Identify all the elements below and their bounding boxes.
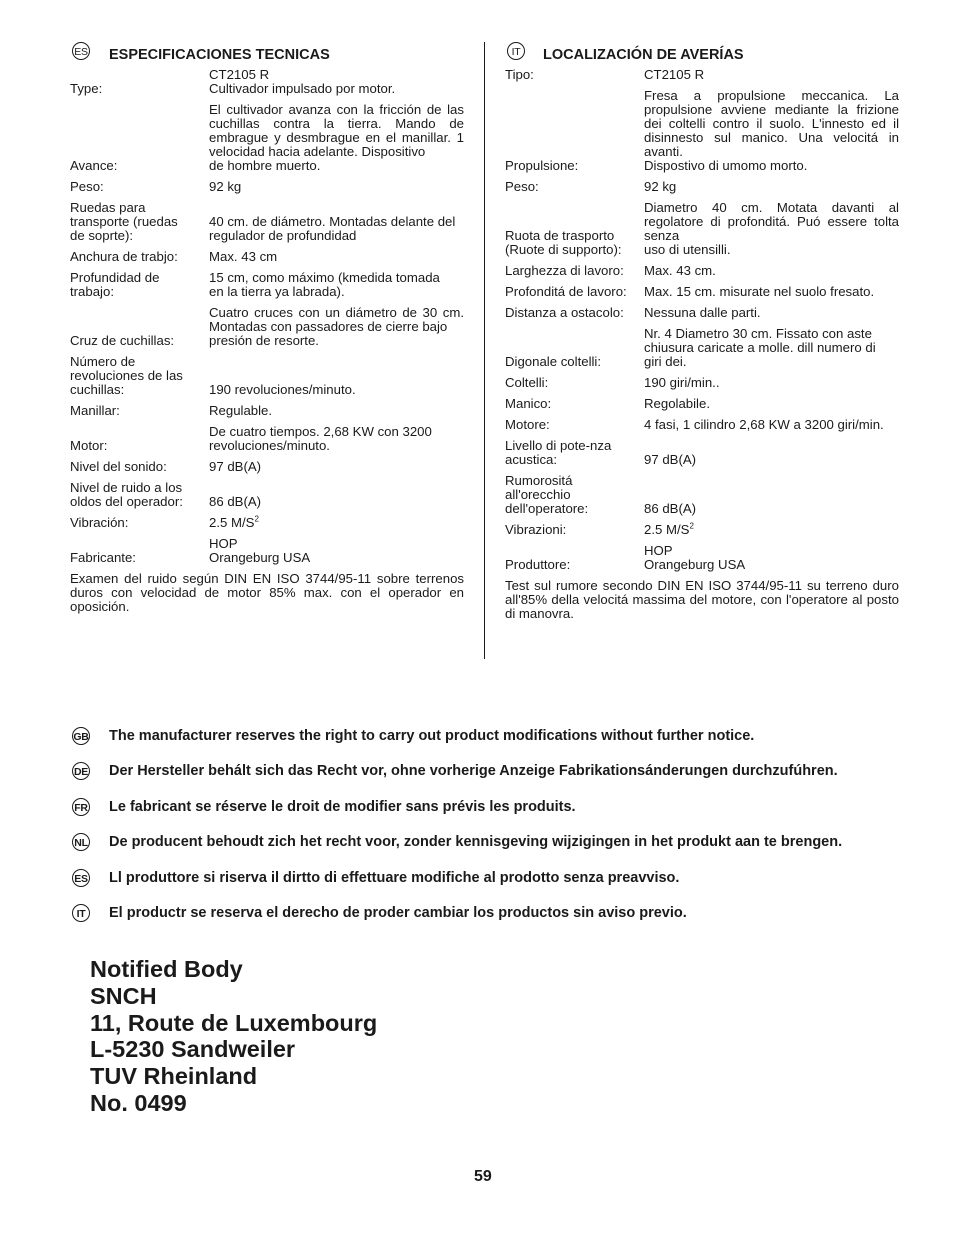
spec-row [505,537,899,572]
spec-label [70,453,209,474]
spec-value-text: Dispostivo di umomo morto. [644,158,808,173]
spec-value-text: Nr. 4 Diametro 30 cm. Fissato con aste [644,326,872,341]
spec-label-line: Ruota de trasporto [505,228,615,243]
spec-value [209,194,464,243]
spec-label-line: Type: [70,81,103,96]
spec-value [209,66,464,96]
spec-value [644,320,899,369]
section-header-es [70,42,464,66]
spec-label [70,530,209,565]
spec-value [209,348,464,397]
spec-label-line: all'orecchio [505,487,571,502]
language-code-badge: ES [72,869,90,887]
noise-test-note: Examen del ruido según DIN EN ISO 3744/95-11 sobre terrenos duros con velocidad de motor 85% max. con el operador en oposición. [70,571,464,614]
spec-label [505,369,644,390]
spec-value-line [209,495,464,509]
spec-label-line: Larghezza di lavoro: [505,263,624,278]
spec-value-line [644,243,899,257]
spec-label-line: Rumorositá [505,473,573,488]
spec-value [209,397,464,418]
spec-value [644,82,899,173]
spec-value [209,509,464,530]
spec-label-line: Coltelli: [505,375,549,390]
spec-label-line: Tipo: [505,67,534,82]
spec-row [505,257,899,278]
spec-label-line: cuchillas: [70,382,125,397]
spec-value-text: Max. 43 cm [209,249,278,264]
spec-label [505,173,644,194]
spec-value [644,257,899,278]
spec-label-line: Avance: [70,158,118,173]
spec-label-line: Cruz de cuchillas: [70,333,175,348]
notice-text: De producent behoudt zich het recht voor, zonder kennisgeving wijzigingen in het produkt aan te brengen. [109,834,843,850]
notified-body-block [90,956,377,1117]
notice-text: Ll produttore si riserva il dirtto di effettuare modifiche al prodotto senza preavviso. [109,870,680,886]
spec-label-line: oldos del operador: [70,494,183,509]
spec-value-line [644,180,899,194]
spec-label-line: acustica: [505,452,558,467]
notified-body-line: 11, Route de Luxembourg [90,1009,378,1036]
spec-value-line [209,404,464,418]
spec-row [70,348,464,397]
noise-test-note: Test sul rumore secondo DIN EN ISO 3744/95-11 su terreno duro all'85% della velocitá massima del motore, con l'operatore al posto di manovra. [505,578,899,621]
spec-label [505,432,644,467]
spec-value-line [644,159,899,173]
spec-value-text: uso di utensilli. [644,242,731,257]
spec-row [70,299,464,348]
spec-value-text: de hombre muerto. [209,158,321,173]
spec-label [70,243,209,264]
spec-value-line [644,327,899,341]
spec-value-text: Orangeburg USA [644,557,746,572]
spec-row [70,509,464,530]
spec-label-line: transporte (ruedas [70,214,178,229]
spec-label [70,397,209,418]
spec-row [70,243,464,264]
spec-value-text: Max. 15 cm. misurate nel suolo fresato. [644,284,875,299]
spec-value-text: Max. 43 cm. [644,263,716,278]
spec-value-line [644,264,899,278]
spec-value-line [644,68,899,82]
spec-row [505,194,899,257]
spec-value-text: HOP [209,536,238,551]
spec-value-line [644,544,899,558]
spec-value-line [209,250,464,264]
spec-value-line [644,201,899,243]
spec-value-line [644,558,899,572]
spec-value [644,299,899,320]
spec-value-text: 190 giri/min.. [644,375,720,390]
spec-row [505,411,899,432]
spec-value-text: Cuatro cruces con un diámetro de 30 cm. Montadas con passadores de cierre bajo [209,305,464,334]
spec-value [644,194,899,257]
notified-body-line: No. 0499 [90,1089,187,1116]
spec-value [209,418,464,453]
spec-value-line [644,355,899,369]
spec-value-line [209,159,464,173]
spec-label-line: Motor: [70,438,108,453]
spec-value-text: 97 dB(A) [209,459,262,474]
spec-label-line: Profonditá de lavoro: [505,284,627,299]
spec-label-line: Ruedas para [70,200,146,215]
spec-value [644,173,899,194]
spec-value [209,530,464,565]
spec-label [70,173,209,194]
spec-label [505,390,644,411]
spec-row [505,432,899,467]
spec-row [70,530,464,565]
spec-row [70,66,464,96]
spec-label-line: Profundidad de [70,270,160,285]
spec-label [505,278,644,299]
spec-value-text: 15 cm, como máximo (kmedida tomada [209,270,440,285]
section-title: LOCALIZACIÓN DE AVERÍAS [543,47,744,63]
notified-body-line: SNCH [90,982,157,1009]
spec-row [505,173,899,194]
spec-label [505,537,644,572]
spec-label-line: Vibración: [70,515,129,530]
spec-label-line: Distanza a ostacolo: [505,305,624,320]
spec-label-line: Nivel del sonido: [70,459,167,474]
spec-row [505,82,899,173]
spec-value-line [209,103,464,159]
spec-row [505,390,899,411]
spec-label-line: revoluciones de las [70,368,183,383]
spec-value-text: 86 dB(A) [644,501,697,516]
spec-row [505,516,899,537]
spec-row [505,299,899,320]
spec-value [209,243,464,264]
spec-value-text: De cuatro tiempos. 2,68 KW con 3200 [209,424,432,439]
spec-value [209,96,464,173]
spec-label-line: Digonale coltelli: [505,354,602,369]
notified-body-line: L-5230 Sandweiler [90,1036,296,1063]
spec-value-text: Regolabile. [644,396,710,411]
spec-value-line [644,376,899,390]
language-code-badge: ES [72,42,90,60]
spec-label [70,264,209,299]
spec-value-line [209,551,464,565]
spec-value-text: 40 cm. de diámetro. Montadas delante del [209,214,456,229]
spec-column-it [505,42,899,621]
spec-value-line [644,502,899,516]
spec-label [505,299,644,320]
spec-label-line: Anchura de trabjo: [70,249,178,264]
spec-column-es [70,42,464,614]
spec-row [70,474,464,509]
spec-value-line [644,285,899,299]
spec-value-text: giri dei. [644,354,687,369]
spec-value [644,432,899,467]
spec-label-line: Fabricante: [70,550,136,565]
spec-value [209,264,464,299]
section-title: ESPECIFICACIONES TECNICAS [109,47,330,63]
spec-table-it [505,66,899,572]
spec-value-line [209,439,464,453]
language-code-badge: FR [72,798,90,816]
spec-label [70,348,209,397]
spec-label-line: Número de [70,354,136,369]
spec-label [70,418,209,453]
spec-value-line [644,418,899,432]
spec-value [644,390,899,411]
spec-value-text: 92 kg [644,179,677,194]
spec-value-line [209,285,464,299]
spec-value-line [209,271,464,285]
spec-label [505,194,644,257]
spec-label-line: Peso: [505,179,539,194]
notice-text: The manufacturer reserves the right to carry out product modifications without further notice. [109,728,755,744]
spec-value-line [644,453,899,467]
language-code-badge: IT [72,904,90,922]
spec-value-text: regulador de profundidad [209,228,357,243]
spec-label [505,66,644,82]
notice-text: Le fabricant se réserve le droit de modifier sans prévis les produits. [109,799,576,815]
spec-label-line: (Ruote di supporto): [505,242,622,257]
spec-label [70,96,209,173]
spec-label [70,474,209,509]
superscript: 2 [689,521,694,531]
spec-value-line [644,523,899,537]
spec-value-text: 97 dB(A) [644,452,697,467]
spec-label-line: Nivel de ruido a los [70,480,183,495]
spec-value [209,299,464,348]
spec-value-line [209,383,464,397]
spec-value [209,453,464,474]
spec-label-line: Propulsione: [505,158,579,173]
spec-value-line [209,537,464,551]
spec-row [505,467,899,516]
spec-value [644,516,899,537]
spec-label [70,509,209,530]
spec-value [644,467,899,516]
spec-label-line: Motore: [505,417,550,432]
notified-body-line: Notified Body [90,956,243,982]
spec-label [505,320,644,369]
column-divider [484,42,485,659]
spec-value-line [209,180,464,194]
spec-value-line [209,516,464,530]
spec-row [70,264,464,299]
spec-value [209,474,464,509]
language-code-badge: IT [507,42,525,60]
spec-label-line: Peso: [70,179,104,194]
spec-row [505,320,899,369]
spec-row [70,397,464,418]
spec-value-text: 4 fasi, 1 cilindro 2,68 KW a 3200 giri/min. [644,417,884,432]
spec-value [644,278,899,299]
spec-value-line [209,334,464,348]
spec-label-line: Vibrazioni: [505,522,567,537]
spec-value-line [209,425,464,439]
notice-text: El productr se reserva el derecho de proder cambiar los productos sin aviso previo. [109,905,687,921]
spec-label [505,82,644,173]
spec-value-text: 86 dB(A) [209,494,262,509]
spec-label [505,257,644,278]
spec-value [644,369,899,390]
spec-value-text: CT2105 R [644,67,705,82]
spec-label [70,194,209,243]
spec-value-text: 2.5 M/S [209,515,255,530]
spec-row [70,194,464,243]
spec-value-text: 2.5 M/S [644,522,690,537]
spec-value-line [644,89,899,159]
page-number: 59 [474,1168,492,1185]
spec-label [505,411,644,432]
spec-label [70,66,209,96]
spec-value-text: Diametro 40 cm. Motata davanti al regolatore di profonditá. Puó essere tolta senza [644,200,899,243]
spec-value-text: Orangeburg USA [209,550,311,565]
spec-label-line: trabajo: [70,284,114,299]
spec-value-line [209,229,464,243]
spec-value [209,173,464,194]
spec-value-text: revoluciones/minuto. [209,438,330,453]
spec-value-line [644,306,899,320]
spec-value [644,537,899,572]
spec-value-text: 92 kg [209,179,242,194]
spec-row [70,453,464,474]
spec-value-text: Regulable. [209,403,273,418]
spec-row [70,173,464,194]
spec-label-line: Manico: [505,396,552,411]
spec-value-text: Fresa a propulsione meccanica. La propulsione avviene mediante la frizione dei coltelli contro il suolo. L'innesto ed il disinnesto sul manico. Una velocitá in avanti. [644,88,899,159]
notified-body-line: TUV Rheinland [90,1063,258,1090]
spec-row [70,96,464,173]
spec-value [644,411,899,432]
spec-value-text: 190 revoluciones/minuto. [209,382,356,397]
spec-value-line [209,68,464,82]
spec-value-text: Cultivador impulsado por motor. [209,81,396,96]
spec-row [505,278,899,299]
spec-row [505,369,899,390]
notice-text: Der Hersteller behált sich das Recht vor, ohne vorherige Anzeige Fabrikationsánderungen durchzufúhren. [109,763,838,779]
spec-value [644,66,899,82]
spec-table-es [70,66,464,565]
language-code-badge: NL [72,833,90,851]
spec-value-text: Nessuna dalle parti. [644,305,761,320]
spec-value-line [644,341,899,355]
spec-label [505,516,644,537]
spec-value-text: chiusura caricate a molle. dill numero di [644,340,876,355]
spec-value-line [209,215,464,229]
spec-label [505,467,644,516]
spec-value-line [644,397,899,411]
language-code-badge: DE [72,762,90,780]
spec-value-line [209,306,464,334]
spec-row [70,418,464,453]
spec-label-line: dell'operatore: [505,501,589,516]
spec-label [70,299,209,348]
section-header-it [505,42,899,66]
spec-value-line [209,82,464,96]
spec-label-line: Produttore: [505,557,571,572]
spec-value-text: en la tierra ya labrada). [209,284,345,299]
spec-row [505,66,899,82]
spec-label-line: Livello di pote-nza [505,438,612,453]
superscript: 2 [254,514,259,524]
spec-value-text: El cultivador avanza con la fricción de las cuchillas contra la tierra. Mando de embrague y desmbrague en el manillar. 1 velocidad hacia adelante. Dispositivo [209,102,464,159]
spec-value-text: HOP [644,543,673,558]
language-code-badge: GB [72,727,90,745]
spec-value-text: CT2105 R [209,67,270,82]
spec-label-line: Manillar: [70,403,120,418]
spec-label-line: de soprte): [70,228,134,243]
spec-value-line [209,460,464,474]
spec-value-text: presión de resorte. [209,333,319,348]
